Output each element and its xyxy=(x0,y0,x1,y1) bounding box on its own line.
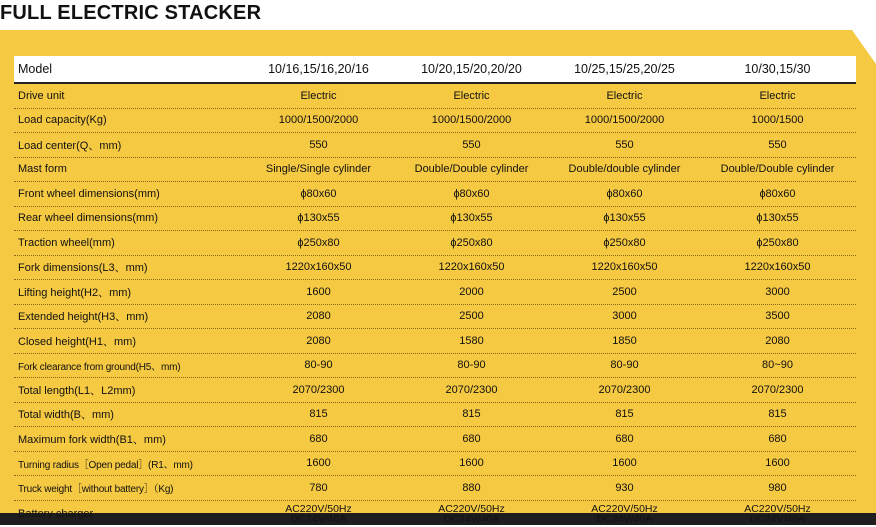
table-cell: 3000 xyxy=(765,285,790,298)
row-label: Fork dimensions(L3、mm) xyxy=(18,262,148,275)
table-cell: 550 xyxy=(309,138,328,151)
row-label: Fork clearance from ground(H5、mm) xyxy=(18,361,181,373)
table-cell: 2070/2300 xyxy=(598,383,651,396)
row-label: Closed height(H1、mm) xyxy=(18,335,136,348)
charger-ac: AC220V/50Hz xyxy=(744,502,811,515)
table-cell: 1000/1500/2000 xyxy=(584,114,665,127)
table-row xyxy=(14,305,856,330)
row-label: Drive unit xyxy=(18,89,65,102)
table-cell: 2080 xyxy=(765,334,790,347)
table-row xyxy=(14,427,856,452)
table-cell: 2500 xyxy=(612,285,637,298)
row-label: Extended height(H3、mm) xyxy=(18,311,149,324)
table-row xyxy=(14,109,856,134)
table-cell: 2070/2300 xyxy=(751,383,804,396)
table-cell: 1000/1500/2000 xyxy=(278,114,359,127)
table-cell: Electric xyxy=(300,89,337,102)
charger-ac: AC220V/50Hz xyxy=(285,502,352,515)
table-row xyxy=(14,476,856,501)
table-cell xyxy=(242,504,395,524)
table-cell: 780 xyxy=(309,481,328,494)
table-cell: ɸ250x80 xyxy=(603,236,646,249)
row-label: Total length(L1、L2mm) xyxy=(18,384,136,397)
row-label: Lifting height(H2、mm) xyxy=(18,286,132,299)
table-cell: ɸ250x80 xyxy=(756,236,799,249)
table-cell: 1580 xyxy=(459,334,484,347)
row-label: Load center(Q、mm) xyxy=(18,139,122,152)
table-cell xyxy=(701,504,854,524)
charger-dc: DC24V/40A xyxy=(290,512,347,525)
table-header xyxy=(14,56,856,84)
table-cell: 980 xyxy=(768,481,787,494)
row-label: Battery charger xyxy=(18,507,94,520)
table-cell: ɸ80x60 xyxy=(453,187,490,200)
header-col: 10/16,15/16,20/16 xyxy=(268,62,369,76)
table-cell: ɸ80x60 xyxy=(759,187,796,200)
table-row xyxy=(14,403,856,428)
table-cell: 2070/2300 xyxy=(445,383,498,396)
table-cell: 815 xyxy=(615,408,634,421)
row-label: Load capacity(Kg) xyxy=(18,114,107,127)
table-cell: ɸ130x55 xyxy=(756,212,799,225)
page-title: FULL ELECTRIC STACKER xyxy=(0,2,262,24)
table-row xyxy=(14,84,856,109)
charger-dc: DC24V/40A xyxy=(749,512,806,525)
table-cell: 880 xyxy=(462,481,481,494)
table-cell: 80-90 xyxy=(457,359,486,372)
charger-dc: DC24V/40A xyxy=(596,512,653,525)
table-cell: 680 xyxy=(768,432,787,445)
header-col: 10/30,15/30 xyxy=(744,62,811,76)
table-cell: 1220x160x50 xyxy=(744,261,811,274)
table-row xyxy=(14,354,856,379)
table-row xyxy=(14,452,856,477)
table-row-battery-charger xyxy=(14,501,856,527)
table-cell: 550 xyxy=(615,138,634,151)
table-cell: 680 xyxy=(615,432,634,445)
table-cell: 2000 xyxy=(459,285,484,298)
table-cell: Electric xyxy=(759,89,796,102)
table-cell: ɸ130x55 xyxy=(450,212,493,225)
table-cell: Double/Double cylinder xyxy=(720,163,835,176)
row-label: Rear wheel dimensions(mm) xyxy=(18,212,158,225)
row-label: Truck weight［without battery］（Kg) xyxy=(18,484,174,496)
table-cell: 2080 xyxy=(306,334,331,347)
spec-table xyxy=(14,56,856,527)
table-cell: 1600 xyxy=(459,457,484,470)
row-label: Mast form xyxy=(18,163,67,176)
row-label: Front wheel dimensions(mm) xyxy=(18,187,160,200)
table-cell: ɸ250x80 xyxy=(297,236,340,249)
table-row xyxy=(14,280,856,305)
table-cell: 2080 xyxy=(306,310,331,323)
table-cell: 550 xyxy=(768,138,787,151)
table-cell: 1850 xyxy=(612,334,637,347)
table-cell: ɸ250x80 xyxy=(450,236,493,249)
table-row xyxy=(14,378,856,403)
row-label: Total width(B、mm) xyxy=(18,409,114,422)
charger-dc: DC24V/40A xyxy=(443,512,500,525)
table-cell: 1220x160x50 xyxy=(591,261,658,274)
table-cell: 80-90 xyxy=(610,359,639,372)
table-row xyxy=(14,231,856,256)
table-cell: 1220x160x50 xyxy=(438,261,505,274)
table-cell: 680 xyxy=(462,432,481,445)
table-cell: ɸ130x55 xyxy=(297,212,340,225)
table-row xyxy=(14,256,856,281)
table-cell xyxy=(548,504,701,524)
table-cell: Electric xyxy=(606,89,643,102)
table-cell: 1600 xyxy=(306,457,331,470)
table-cell: ɸ130x55 xyxy=(603,212,646,225)
table-row xyxy=(14,329,856,354)
row-label: Turning radius［Open pedal］(R1、mm) xyxy=(18,459,193,471)
table-cell: Electric xyxy=(453,89,490,102)
header-label: Model xyxy=(18,62,53,76)
table-cell: 815 xyxy=(462,408,481,421)
table-row xyxy=(14,158,856,183)
table-cell: Double/Double cylinder xyxy=(414,163,529,176)
table-cell: 3500 xyxy=(765,310,790,323)
table-cell: ɸ80x60 xyxy=(300,187,337,200)
table-cell: 1600 xyxy=(765,457,790,470)
table-cell: 3000 xyxy=(612,310,637,323)
table-row xyxy=(14,182,856,207)
table-cell: 1600 xyxy=(612,457,637,470)
charger-ac: AC220V/50Hz xyxy=(591,502,658,515)
table-cell: 1000/1500/2000 xyxy=(431,114,512,127)
table-cell xyxy=(395,504,548,524)
row-label: Maximum fork width(B1、mm) xyxy=(18,433,166,446)
table-cell: Double/double cylinder xyxy=(568,163,681,176)
table-cell: 2070/2300 xyxy=(292,383,345,396)
table-cell: ɸ80x60 xyxy=(606,187,643,200)
header-col: 10/20,15/20,20/20 xyxy=(421,62,522,76)
table-cell: 1220x160x50 xyxy=(285,261,352,274)
table-cell: 815 xyxy=(309,408,328,421)
table-cell: 680 xyxy=(309,432,328,445)
header-col: 10/25,15/25,20/25 xyxy=(574,62,675,76)
table-cell: Single/Single cylinder xyxy=(265,163,372,176)
table-cell: 550 xyxy=(462,138,481,151)
table-cell: 930 xyxy=(615,481,634,494)
table-cell: 1000/1500 xyxy=(751,114,804,127)
table-cell: 1600 xyxy=(306,285,331,298)
table-cell: 2500 xyxy=(459,310,484,323)
table-cell: 80~90 xyxy=(762,359,793,372)
charger-ac: AC220V/50Hz xyxy=(438,502,505,515)
table-cell: 815 xyxy=(768,408,787,421)
table-cell: 80-90 xyxy=(304,359,333,372)
table-row xyxy=(14,133,856,158)
table-row xyxy=(14,207,856,232)
row-label: Traction wheel(mm) xyxy=(18,236,115,249)
